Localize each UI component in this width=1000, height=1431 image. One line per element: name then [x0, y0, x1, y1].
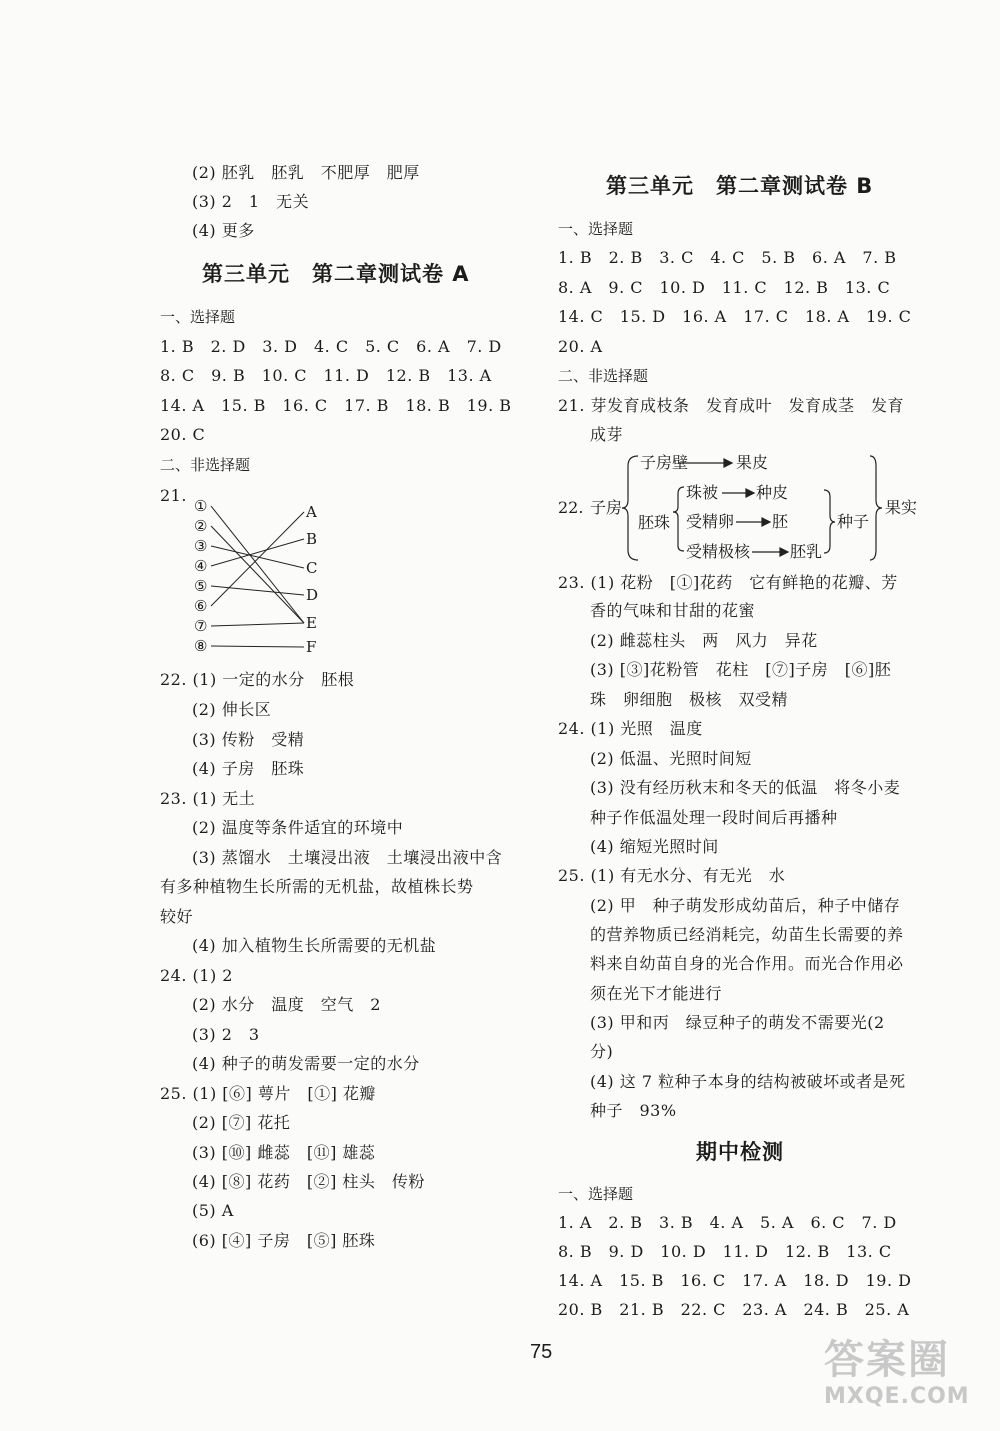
answer-line: 25. (1) 有无水分、有无光 水 — [558, 866, 786, 885]
match-right-item: C — [306, 559, 318, 577]
match-left-item: ⑤ — [194, 577, 208, 595]
answer-line: 较好 — [160, 907, 194, 926]
answer-line: (4) 更多 — [192, 221, 255, 240]
watermark-url: MXQE.COM — [824, 1384, 970, 1409]
question-number: 22. — [558, 498, 584, 517]
answer-line: 23. (1) 无土 — [160, 789, 256, 808]
match-left-item: ③ — [194, 537, 208, 555]
answer-line: 珠 卵细胞 极核 双受精 — [590, 690, 789, 709]
match-left-item: ⑥ — [194, 597, 208, 615]
answer-line: (3) 蒸馏水 土壤浸出液 土壤浸出液中含 — [192, 848, 503, 867]
section-heading-choice: 一、选择题 — [558, 1185, 634, 1203]
match-left-item: ② — [194, 517, 208, 535]
diagram-label-ovule: 胚珠 — [638, 513, 671, 532]
answer-line: 24. (1) 2 — [160, 966, 233, 985]
diagram-label-peel: 果皮 — [736, 453, 769, 472]
answer-line: 14. C 15. D 16. A 17. C 18. A 19. C — [558, 307, 912, 326]
section-title-test-a: 第三单元 第二章测试卷 A — [202, 262, 470, 286]
answer-line: (3) 甲和丙 绿豆种子的萌发不需要光(2 — [590, 1013, 885, 1032]
answer-line: 20. A — [558, 337, 603, 356]
answer-line: 24. (1) 光照 温度 — [558, 719, 703, 738]
answer-line: 23. (1) 花粉 [①]花药 它有鲜艳的花瓣、芳 — [558, 573, 898, 592]
diagram-label-integument: 珠被 — [686, 483, 719, 502]
watermark — [824, 1336, 970, 1410]
answer-line: (4) 种子的萌发需要一定的水分 — [192, 1054, 420, 1073]
answer-line: 分) — [590, 1042, 614, 1061]
answer-line: 8. A 9. C 10. D 11. C 12. B 13. C — [558, 278, 891, 297]
section-heading-nonchoice: 二、非选择题 — [160, 456, 251, 474]
match-right-item: F — [306, 638, 317, 656]
answer-line: 20. B 21. B 22. C 23. A 24. B 25. A — [558, 1300, 910, 1319]
answer-line: 种子 93% — [590, 1101, 677, 1120]
answer-line: (2) 水分 温度 空气 2 — [192, 995, 381, 1014]
answer-line: 21. 芽发育成枝条 发育成叶 发育成茎 发育 — [558, 396, 905, 415]
answer-line: (2) 雌蕊柱头 两 风力 异花 — [590, 631, 818, 650]
match-left-item: ⑦ — [194, 617, 208, 635]
answer-line: 种子作低温处理一段时间后再播种 — [590, 808, 838, 827]
diagram-label-ovary-wall: 子房壁 — [640, 453, 689, 472]
diagram-label-fertilized-egg: 受精卵 — [686, 512, 735, 531]
answer-line: 料来自幼苗自身的光合作用。而光合作用必 — [590, 954, 904, 973]
section-title-midterm: 期中检测 — [696, 1140, 784, 1164]
answer-line: (2) 温度等条件适宜的环境中 — [192, 818, 404, 837]
match-right-item: E — [306, 614, 317, 632]
diagram-label-ovary: 子房 — [590, 498, 623, 517]
answer-line: 1. B 2. B 3. C 4. C 5. B 6. A 7. B — [558, 248, 897, 267]
answer-line: (3) [⑩] 雌蕊 [⑪] 雄蕊 — [192, 1143, 376, 1162]
fruit-development-diagram — [558, 450, 938, 566]
answer-line: (3) [③]花粉管 花柱 [⑦]子房 [⑥]胚 — [590, 660, 892, 679]
section-title-test-b: 第三单元 第二章测试卷 B — [606, 174, 874, 198]
answer-line: (3) 传粉 受精 — [192, 730, 305, 749]
section-heading-choice: 一、选择题 — [160, 308, 236, 326]
watermark-logo-text: 答案圈 — [824, 1337, 950, 1383]
match-left-item: ⑧ — [194, 637, 208, 655]
match-right-item: A — [306, 503, 317, 521]
answer-line: (5) A — [192, 1201, 234, 1220]
match-right-item: D — [306, 586, 319, 604]
answer-line: 成芽 — [590, 425, 624, 444]
matching-diagram — [194, 494, 374, 659]
answer-line: 14. A 15. B 16. C 17. A 18. D 19. D — [558, 1271, 912, 1290]
match-left-item: ④ — [194, 557, 208, 575]
answer-line: (4) 缩短光照时间 — [590, 837, 719, 856]
diagram-label-seed-coat: 种皮 — [756, 483, 789, 502]
diagram-label-fertilized-polar: 受精极核 — [686, 542, 751, 561]
answer-line: (2) 低温、光照时间短 — [590, 749, 752, 768]
answer-line: (3) 没有经历秋末和冬天的低温 将冬小麦 — [590, 778, 901, 797]
answer-line: 8. C 9. B 10. C 11. D 12. B 13. A — [160, 366, 492, 385]
answer-line: (2) [⑦] 花托 — [192, 1113, 291, 1132]
section-heading-choice: 一、选择题 — [558, 220, 634, 238]
answer-line: (3) 2 3 — [192, 1025, 260, 1044]
answer-line: (4) 加入植物生长所需要的无机盐 — [192, 936, 437, 955]
answer-line: 14. A 15. B 16. C 17. B 18. B 19. B — [160, 396, 512, 415]
answer-line: 须在光下才能进行 — [590, 984, 723, 1003]
answer-line: 20. C — [160, 425, 206, 444]
answer-line: (2) 伸长区 — [192, 700, 272, 719]
answer-line: 25. (1) [⑥] 萼片 [①] 花瓣 — [160, 1084, 376, 1103]
answer-line: 香的气味和甘甜的花蜜 — [590, 601, 756, 620]
answer-line: (6) [④] 子房 [⑤] 胚珠 — [192, 1231, 376, 1250]
answer-line: (3) 2 1 无关 — [192, 192, 310, 211]
page-number: 75 — [530, 1341, 553, 1363]
answer-line: 22. (1) 一定的水分 胚根 — [160, 670, 355, 689]
match-right-item: B — [306, 530, 318, 548]
diagram-label-embryo: 胚 — [772, 512, 789, 531]
answer-line: (2) 胚乳 胚乳 不肥厚 肥厚 — [192, 163, 420, 182]
answer-line: (4) [⑧] 花药 [②] 柱头 传粉 — [192, 1172, 425, 1191]
answer-line: 1. B 2. D 3. D 4. C 5. C 6. A 7. D — [160, 337, 502, 356]
diagram-label-fruit: 果实 — [885, 498, 918, 517]
answer-line: 8. B 9. D 10. D 11. D 12. B 13. C — [558, 1242, 892, 1261]
answer-line: (4) 这 7 粒种子本身的结构被破坏或者是死 — [590, 1072, 906, 1091]
answer-line: 1. A 2. B 3. B 4. A 5. A 6. C 7. D — [558, 1213, 897, 1232]
question-number: 21. — [160, 486, 187, 505]
answer-line: 的营养物质已经消耗完，幼苗生长需要的养 — [590, 925, 904, 944]
section-heading-nonchoice: 二、非选择题 — [558, 367, 649, 385]
answer-line: 有多种植物生长所需的无机盐，故植株长势 — [160, 877, 474, 896]
match-left-item: ① — [194, 497, 208, 515]
diagram-label-endosperm: 胚乳 — [790, 542, 823, 561]
diagram-label-seed: 种子 — [837, 512, 870, 531]
answer-line: (2) 甲 种子萌发形成幼苗后，种子中储存 — [590, 896, 901, 915]
answer-line: (4) 子房 胚珠 — [192, 759, 305, 778]
